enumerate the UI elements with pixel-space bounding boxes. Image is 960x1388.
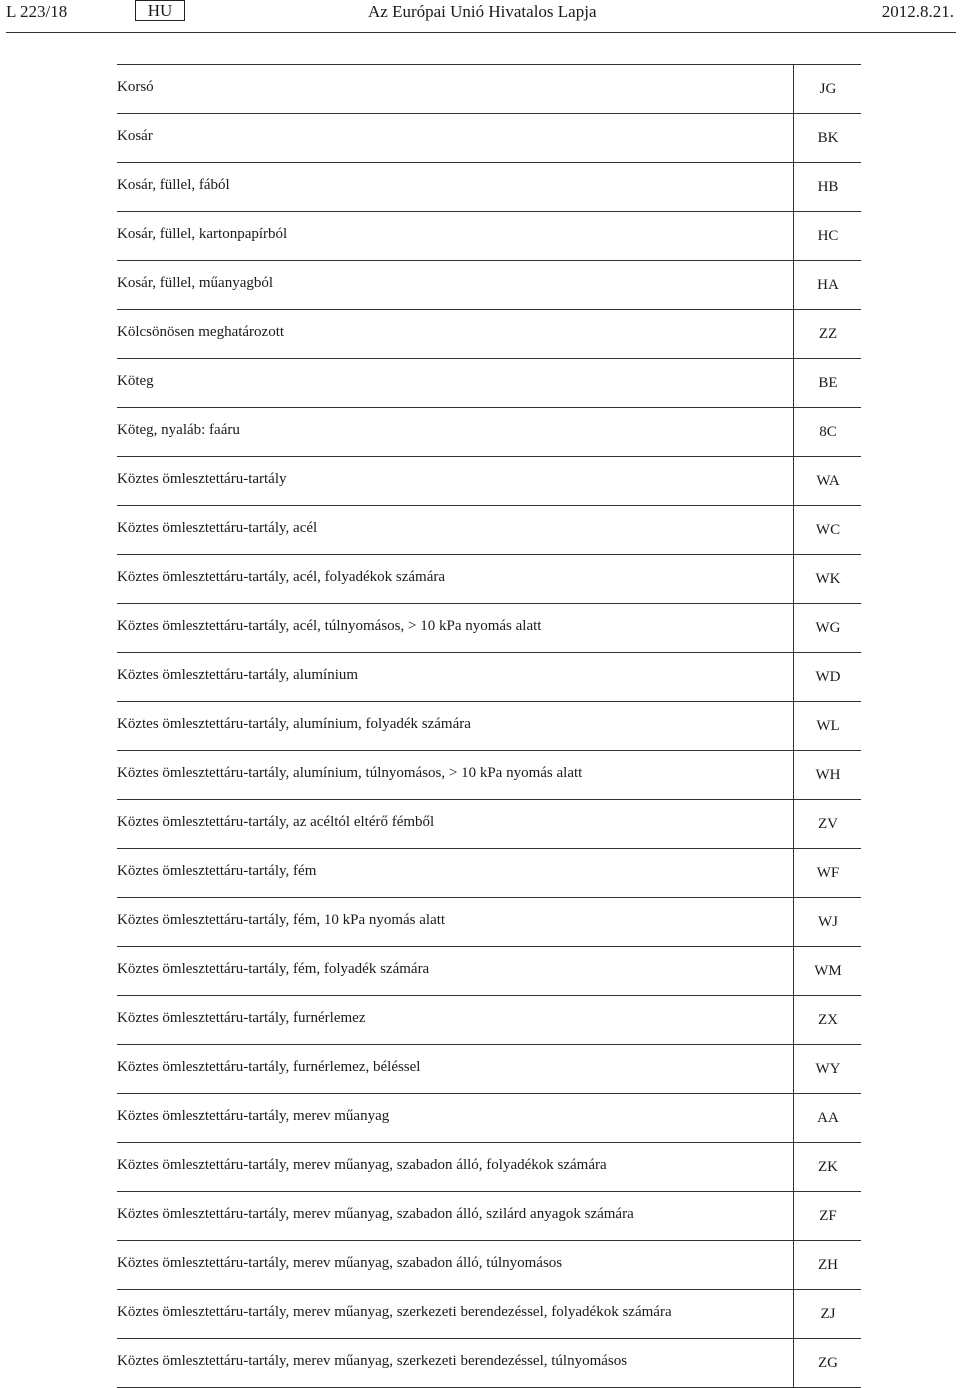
package-type-name: Köztes ömlesztettáru-tartály, merev műanyag, szabadon álló, szilárd anyagok számára — [117, 1206, 634, 1222]
package-type-name: Köztes ömlesztettáru-tartály, merev műanyag, szerkezeti berendezéssel, folyadékok számára — [117, 1304, 672, 1320]
package-code: ZJ — [793, 1290, 862, 1338]
package-code: WF — [793, 849, 862, 897]
package-code: ZF — [793, 1192, 862, 1240]
package-code: WY — [793, 1045, 862, 1093]
package-type-name: Köztes ömlesztettáru-tartály, furnérlemez, béléssel — [117, 1059, 421, 1075]
package-code: WA — [793, 457, 862, 505]
issue-number: L 223/18 — [6, 2, 68, 21]
publication-date: 2012.8.21. — [881, 2, 954, 21]
package-type-name: Köteg — [117, 373, 154, 389]
package-code: WC — [793, 506, 862, 554]
table-row — [117, 1094, 861, 1143]
table-row — [117, 310, 861, 359]
package-code: WL — [793, 702, 862, 750]
package-code: ZH — [793, 1241, 862, 1289]
package-type-name: Köztes ömlesztettáru-tartály, acél, folyadékok számára — [117, 569, 446, 585]
package-type-name: Köztes ömlesztettáru-tartály, fém — [117, 863, 317, 879]
table-row — [117, 996, 861, 1045]
package-code: AA — [793, 1094, 862, 1142]
package-type-name: Kosár, füllel, kartonpapírból — [117, 226, 288, 242]
table-row — [117, 114, 861, 163]
packaging-code-table — [117, 64, 861, 1388]
package-type-name: Köztes ömlesztettáru-tartály, merev műanyag, szerkezeti berendezéssel, túlnyomásos — [117, 1353, 628, 1369]
package-code: WJ — [793, 898, 862, 946]
package-type-name: Köztes ömlesztettáru-tartály, merev műanyag, szabadon álló, túlnyomásos — [117, 1255, 563, 1271]
table-row — [117, 408, 861, 457]
package-type-name: Kölcsönösen meghatározott — [117, 324, 285, 340]
table-row — [117, 898, 861, 947]
package-type-name: Köztes ömlesztettáru-tartály, fém, 10 kPa nyomás alatt — [117, 912, 446, 928]
package-type-name: Köztes ömlesztettáru-tartály, acél — [117, 520, 318, 536]
table-row — [117, 212, 861, 261]
table-row — [117, 702, 861, 751]
package-type-name: Köztes ömlesztettáru-tartály, alumínium, túlnyomásos, > 10 kPa nyomás alatt — [117, 765, 583, 781]
table-row — [117, 1241, 861, 1290]
package-type-name: Köztes ömlesztettáru-tartály, alumínium, folyadék számára — [117, 716, 471, 732]
package-code: WG — [793, 604, 862, 652]
package-type-name: Köteg, nyaláb: faáru — [117, 422, 240, 438]
package-type-name: Köztes ömlesztettáru-tartály, acél, túlnyomásos, > 10 kPa nyomás alatt — [117, 618, 542, 634]
package-code: WH — [793, 751, 862, 799]
table-row — [117, 849, 861, 898]
package-code: ZX — [793, 996, 862, 1044]
package-code: 8C — [793, 408, 862, 456]
package-code: WK — [793, 555, 862, 603]
table-row — [117, 1339, 861, 1388]
table-row — [117, 506, 861, 555]
package-type-name: Köztes ömlesztettáru-tartály, merev műanyag, szabadon álló, folyadékok számára — [117, 1157, 607, 1173]
table-row — [117, 359, 861, 408]
package-code: BK — [793, 114, 862, 162]
table-row — [117, 261, 861, 310]
package-code: HA — [793, 261, 862, 309]
language-badge: HU — [135, 0, 185, 21]
package-type-name: Köztes ömlesztettáru-tartály, furnérlemez — [117, 1010, 366, 1026]
package-code: HB — [793, 163, 862, 211]
table-row — [117, 555, 861, 604]
table-row — [117, 65, 861, 114]
table-row — [117, 1192, 861, 1241]
package-type-name: Köztes ömlesztettáru-tartály — [117, 471, 287, 487]
journal-title: Az Európai Unió Hivatalos Lapja — [368, 2, 597, 21]
package-code: HC — [793, 212, 862, 260]
page-header — [0, 0, 960, 34]
package-code: BE — [793, 359, 862, 407]
table-row — [117, 947, 861, 996]
package-code: ZZ — [793, 310, 862, 358]
package-code: ZG — [793, 1339, 862, 1387]
table-row — [117, 457, 861, 506]
package-type-name: Kosár, füllel, műanyagból — [117, 275, 274, 291]
table-row — [117, 751, 861, 800]
table-row — [117, 1143, 861, 1192]
package-code: JG — [793, 65, 862, 113]
table-row — [117, 1290, 861, 1339]
package-type-name: Kosár — [117, 128, 153, 144]
table-row — [117, 653, 861, 702]
package-code: WD — [793, 653, 862, 701]
package-type-name: Köztes ömlesztettáru-tartály, alumínium — [117, 667, 359, 683]
package-type-name: Köztes ömlesztettáru-tartály, merev műanyag — [117, 1108, 390, 1124]
table-row — [117, 163, 861, 212]
package-type-name: Kosár, füllel, fából — [117, 177, 230, 193]
package-type-name: Korsó — [117, 79, 154, 95]
package-type-name: Köztes ömlesztettáru-tartály, az acéltól eltérő fémből — [117, 814, 435, 830]
package-code: ZK — [793, 1143, 862, 1191]
table-row — [117, 1045, 861, 1094]
header-divider — [6, 32, 956, 33]
package-code: ZV — [793, 800, 862, 848]
package-code: WM — [793, 947, 862, 995]
table-row — [117, 800, 861, 849]
package-type-name: Köztes ömlesztettáru-tartály, fém, folyadék számára — [117, 961, 430, 977]
table-row — [117, 604, 861, 653]
